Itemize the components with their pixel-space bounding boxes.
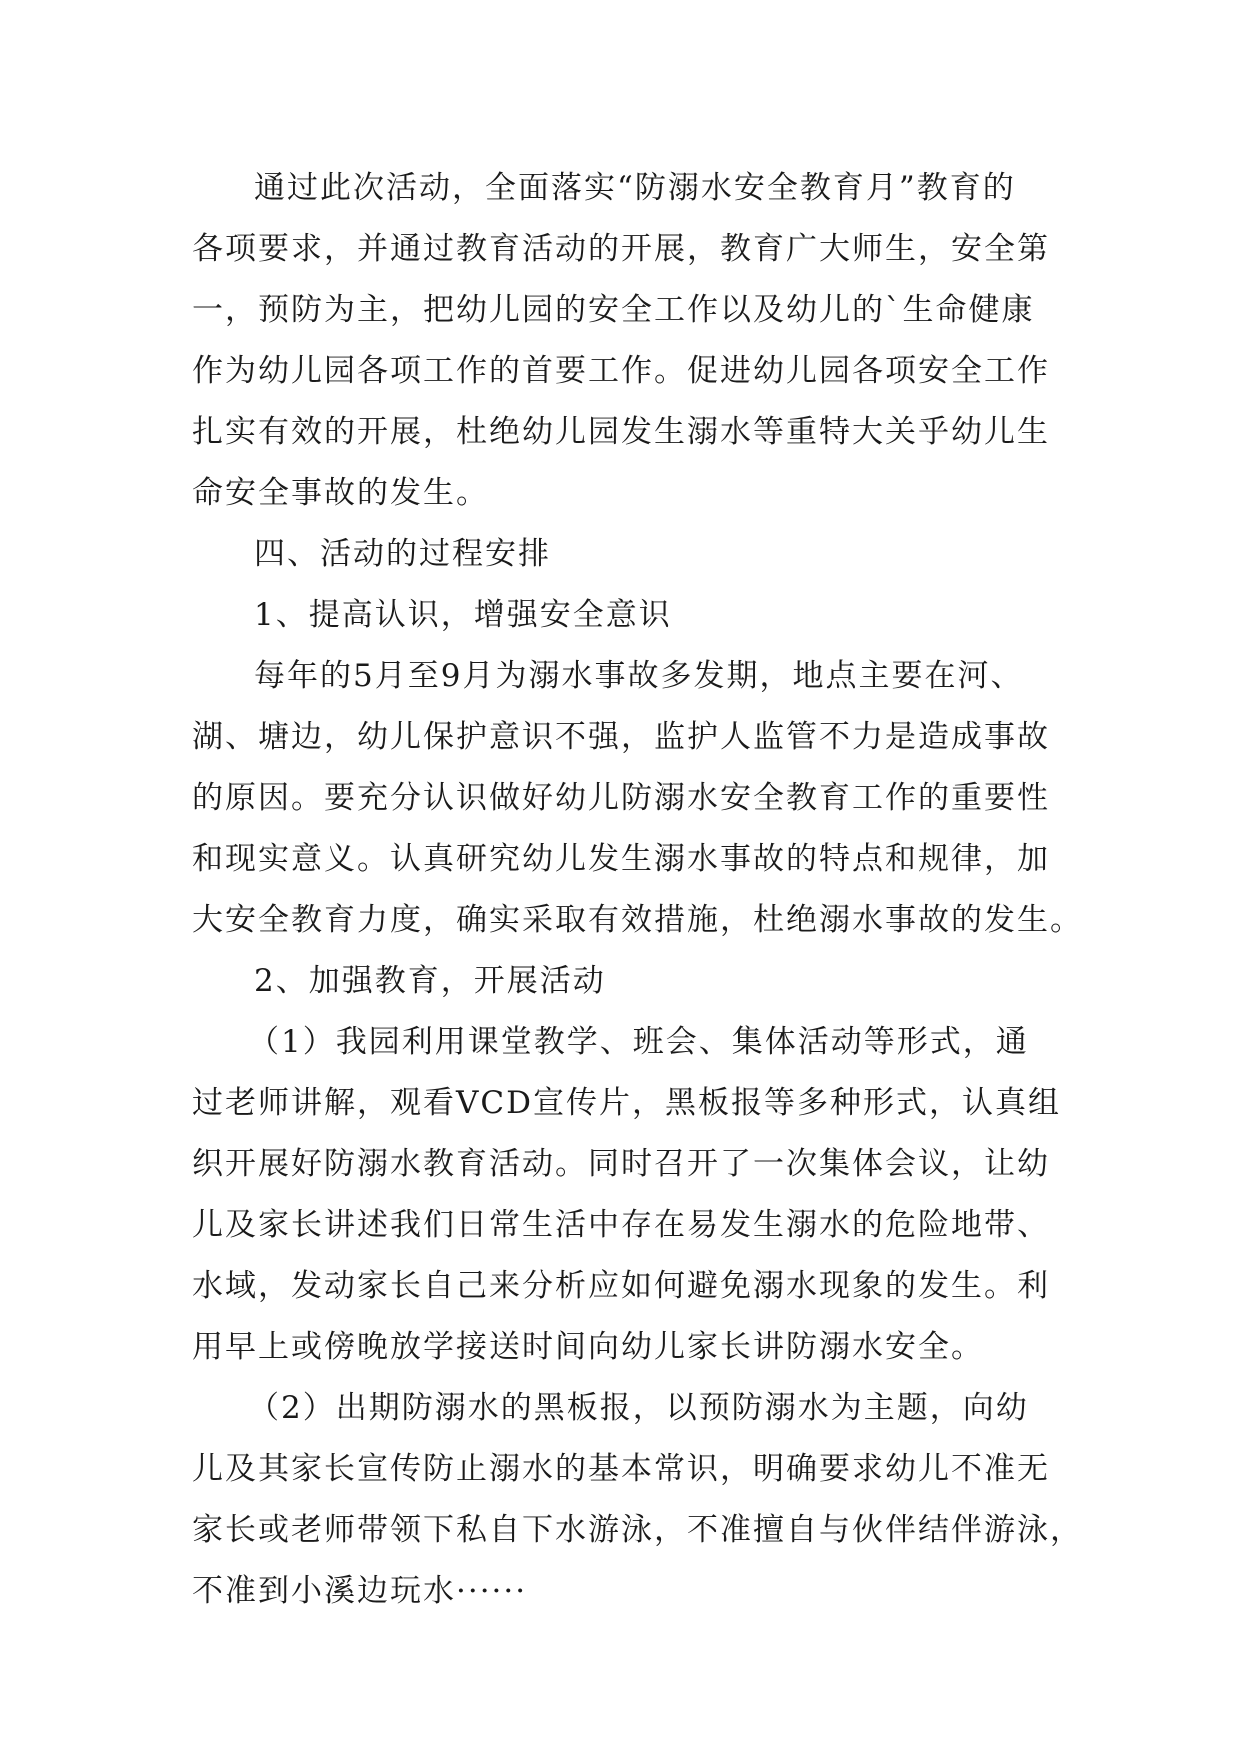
section-heading: 四、活动的过程安排 <box>254 536 551 572</box>
paragraph-line: 水域，发动家长自己来分析应如何避免溺水现象的发生。利 <box>192 1268 1050 1304</box>
paragraph-line: （2）出期防溺水的黑板报，以预防溺水为主题，向幼 <box>248 1390 1029 1426</box>
paragraph-line: 和现实意义。认真研究幼儿发生溺水事故的特点和规律，加 <box>192 841 1050 877</box>
paragraph-line: 作为幼儿园各项工作的首要工作。促进幼儿园各项安全工作 <box>192 353 1050 389</box>
paragraph-line: 用早上或傍晚放学接送时间向幼儿家长讲防溺水安全。 <box>192 1329 984 1365</box>
paragraph-line: 的原因。要充分认识做好幼儿防溺水安全教育工作的重要性 <box>192 780 1050 816</box>
paragraph-line: 不准到小溪边玩水······ <box>192 1573 528 1609</box>
paragraph-line: 儿及家长讲述我们日常生活中存在易发生溺水的危险地带、 <box>192 1207 1050 1243</box>
paragraph-line: 通过此次活动，全面落实“防溺水安全教育月”教育的 <box>254 170 1016 206</box>
paragraph-line: 每年的5月至9月为溺水事故多发期，地点主要在河、 <box>254 658 1024 694</box>
subsection-heading: 1、提高认识，增强安全意识 <box>254 597 672 633</box>
paragraph-line: 家长或老师带领下私自下水游泳，不准擅自与伙伴结伴游泳， <box>192 1512 1083 1548</box>
subsection-heading: 2、加强教育，开展活动 <box>254 963 606 999</box>
paragraph-line: 各项要求，并通过教育活动的开展，教育广大师生，安全第 <box>192 231 1050 267</box>
paragraph-line: 湖、塘边，幼儿保护意识不强，监护人监管不力是造成事故 <box>192 719 1050 755</box>
paragraph-line: 一，预防为主，把幼儿园的安全工作以及幼儿的`生命健康 <box>192 292 1035 328</box>
paragraph-line: （1）我园利用课堂教学、班会、集体活动等形式，通 <box>248 1024 1029 1060</box>
paragraph-line: 儿及其家长宣传防止溺水的基本常识，明确要求幼儿不准无 <box>192 1451 1050 1487</box>
paragraph-line: 织开展好防溺水教育活动。同时召开了一次集体会议，让幼 <box>192 1146 1050 1182</box>
paragraph-line: 命安全事故的发生。 <box>192 475 489 511</box>
paragraph-line: 过老师讲解，观看VCD宣传片，黑板报等多种形式，认真组 <box>192 1085 1061 1121</box>
paragraph-line: 大安全教育力度，确实采取有效措施，杜绝溺水事故的发生。 <box>192 902 1083 938</box>
document-body <box>192 158 1083 1622</box>
paragraph-line: 扎实有效的开展，杜绝幼儿园发生溺水等重特大关乎幼儿生 <box>192 414 1050 450</box>
